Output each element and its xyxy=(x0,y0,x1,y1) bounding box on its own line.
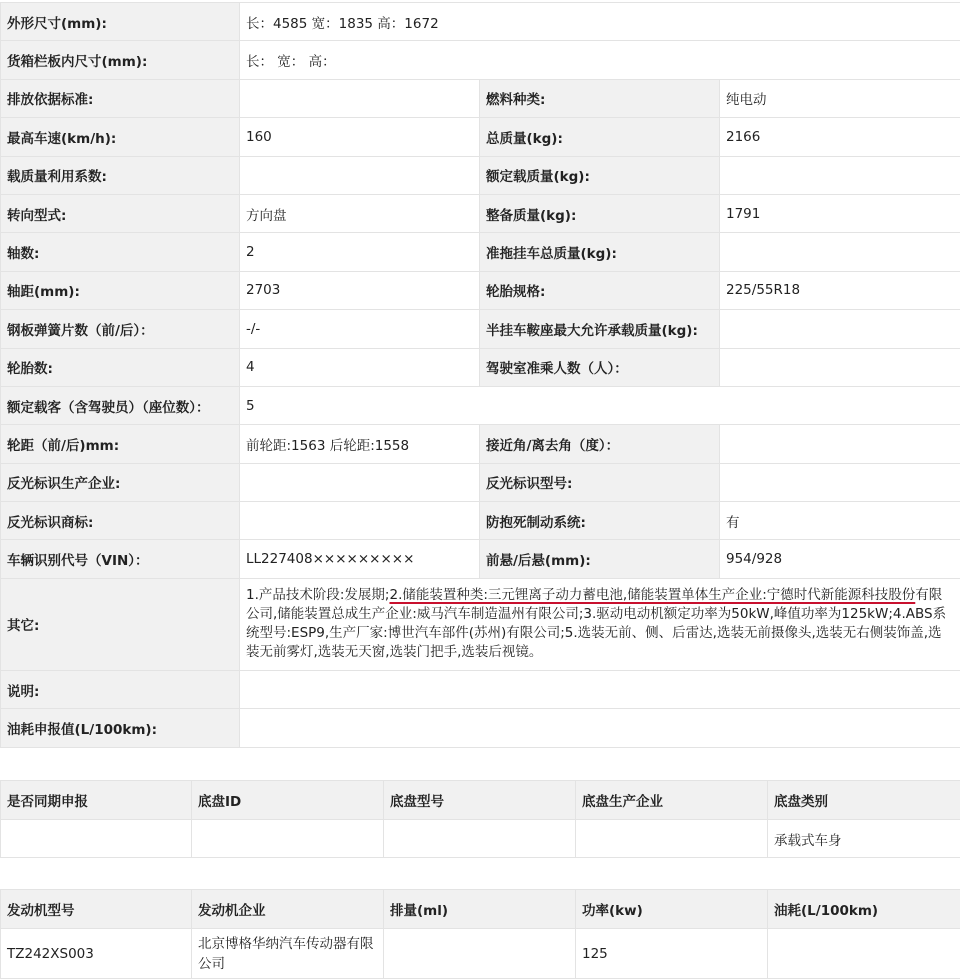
spec-label: 反光标识生产企业: xyxy=(1,463,240,501)
spec-value xyxy=(720,425,960,463)
spec-value: 2703 xyxy=(240,271,480,309)
spec-label: 燃料种类: xyxy=(480,79,720,117)
column-header: 发动机企业 xyxy=(192,890,384,929)
spec-value xyxy=(720,156,960,194)
spec-value: 1791 xyxy=(720,194,960,232)
spec-label: 说明: xyxy=(1,670,240,708)
spec-value: 2166 xyxy=(720,118,960,156)
spec-row-dimensions xyxy=(1,3,960,41)
table-row xyxy=(1,929,960,979)
spec-label: 前悬/后悬(mm): xyxy=(480,540,720,578)
spec-value: 长： 宽： 高： xyxy=(240,41,960,79)
spec-label: 整备质量(kg): xyxy=(480,194,720,232)
column-header: 是否同期申报 xyxy=(1,781,192,820)
engine-table xyxy=(0,889,960,979)
column-header: 发动机型号 xyxy=(1,890,192,929)
spec-value: 5 xyxy=(240,386,960,424)
spec-label: 最高车速(km/h): xyxy=(1,118,240,156)
table-cell xyxy=(192,820,384,858)
spec-row xyxy=(1,118,960,156)
spec-label: 总质量(kg): xyxy=(480,118,720,156)
spec-label: 排放依据标准: xyxy=(1,79,240,117)
other-text-c: 有限公司,储能装置总成生产企业:威马汽车制造温州有限公司;3.驱动电动机额定功率为50kW,峰值功率为125kW;4.ABS系统型号:ESP9,生产厂家:博世汽车部件(苏州)有限公司;5.选装无前、侧、后雷达,选装无前摄像头,选装无右侧装饰盖,选装无前雾灯,选装无天窗,选装门把手,选装后视镜。 xyxy=(246,587,947,661)
table-cell xyxy=(576,820,768,858)
table-row xyxy=(1,820,960,858)
spec-label: 反光标识商标: xyxy=(1,502,240,540)
spec-label: 轮胎规格: xyxy=(480,271,720,309)
spec-label: 接近角/离去角（度）： xyxy=(480,425,720,463)
chassis-header-row xyxy=(1,781,960,820)
spec-row xyxy=(1,233,960,271)
spec-label: 额定载客（含驾驶员）（座位数）： xyxy=(1,386,240,424)
spec-label: 轴数: xyxy=(1,233,240,271)
spec-row xyxy=(1,502,960,540)
spec-value xyxy=(240,670,960,708)
spec-label: 防抱死制动系统: xyxy=(480,502,720,540)
table-cell xyxy=(384,820,576,858)
table-cell: 北京博格华纳汽车传动器有限公司 xyxy=(192,929,384,979)
spec-row-other xyxy=(1,578,960,670)
spec-value: 2 xyxy=(240,233,480,271)
spec-row-seats xyxy=(1,386,960,424)
table-cell: TZ242XS003 xyxy=(1,929,192,979)
spec-row xyxy=(1,310,960,348)
spec-value: 225/55R18 xyxy=(720,271,960,309)
spec-row xyxy=(1,271,960,309)
spec-value xyxy=(240,463,480,501)
column-header: 油耗(L/100km) xyxy=(768,890,960,929)
spec-value: 长：4585 宽：1835 高：1672 xyxy=(240,3,960,41)
spec-label: 货箱栏板内尺寸(mm): xyxy=(1,41,240,79)
other-description xyxy=(240,578,960,670)
spec-label: 其它: xyxy=(1,578,240,670)
spec-row-cargo-box xyxy=(1,41,960,79)
column-header: 功率(kw) xyxy=(576,890,768,929)
spec-value: LL227408××××××××× xyxy=(240,540,480,578)
other-text-a: 1.产品技术阶段:发展期; xyxy=(246,587,390,604)
spec-label: 轮胎数: xyxy=(1,348,240,386)
spec-row xyxy=(1,463,960,501)
spec-value: 160 xyxy=(240,118,480,156)
spec-label: 轮距（前/后)mm: xyxy=(1,425,240,463)
column-header: 底盘生产企业 xyxy=(576,781,768,820)
spec-value: 有 xyxy=(720,502,960,540)
spec-label: 油耗申报值(L/100km): xyxy=(1,709,240,747)
column-header: 底盘ID xyxy=(192,781,384,820)
spec-row xyxy=(1,425,960,463)
spec-label: 车辆识别代号（VIN）： xyxy=(1,540,240,578)
spec-label: 钢板弹簧片数（前/后）： xyxy=(1,310,240,348)
spec-label: 额定载质量(kg): xyxy=(480,156,720,194)
vehicle-spec-table xyxy=(0,2,960,748)
spec-row xyxy=(1,79,960,117)
spec-row-note xyxy=(1,670,960,708)
spec-label: 载质量利用系数: xyxy=(1,156,240,194)
spec-row xyxy=(1,348,960,386)
column-header: 排量(ml) xyxy=(384,890,576,929)
spec-label: 转向型式: xyxy=(1,194,240,232)
spec-row xyxy=(1,156,960,194)
spec-label: 外形尺寸(mm): xyxy=(1,3,240,41)
spec-value xyxy=(240,709,960,747)
spec-label: 驾驶室准乘人数（人）： xyxy=(480,348,720,386)
spec-label: 准拖挂车总质量(kg): xyxy=(480,233,720,271)
spec-value xyxy=(720,463,960,501)
column-header: 底盘类别 xyxy=(768,781,960,820)
chassis-table xyxy=(0,780,960,858)
spec-value xyxy=(240,156,480,194)
table-cell xyxy=(384,929,576,979)
column-header: 底盘型号 xyxy=(384,781,576,820)
spec-value xyxy=(720,233,960,271)
table-cell: 125 xyxy=(576,929,768,979)
table-cell xyxy=(768,929,960,979)
spec-label: 轴距(mm): xyxy=(1,271,240,309)
spec-value: 954/928 xyxy=(720,540,960,578)
spec-value: 前轮距:1563 后轮距:1558 xyxy=(240,425,480,463)
highlighted-battery-text: 2.储能装置种类:三元锂离子动力蓄电池,储能装置单体生产企业:宁德时代新能源科技股份 xyxy=(389,587,916,604)
spec-value xyxy=(720,348,960,386)
spec-value xyxy=(240,79,480,117)
table-cell xyxy=(1,820,192,858)
spec-value: -/- xyxy=(240,310,480,348)
table-cell: 承载式车身 xyxy=(768,820,960,858)
spec-label: 反光标识型号: xyxy=(480,463,720,501)
spec-row xyxy=(1,194,960,232)
spec-row-fuel xyxy=(1,709,960,747)
spec-value xyxy=(240,502,480,540)
spec-value xyxy=(720,310,960,348)
spec-value: 纯电动 xyxy=(720,79,960,117)
engine-header-row xyxy=(1,890,960,929)
spec-label: 半挂车鞍座最大允许承载质量(kg): xyxy=(480,310,720,348)
spec-row-vin xyxy=(1,540,960,578)
spec-value: 4 xyxy=(240,348,480,386)
spec-value: 方向盘 xyxy=(240,194,480,232)
